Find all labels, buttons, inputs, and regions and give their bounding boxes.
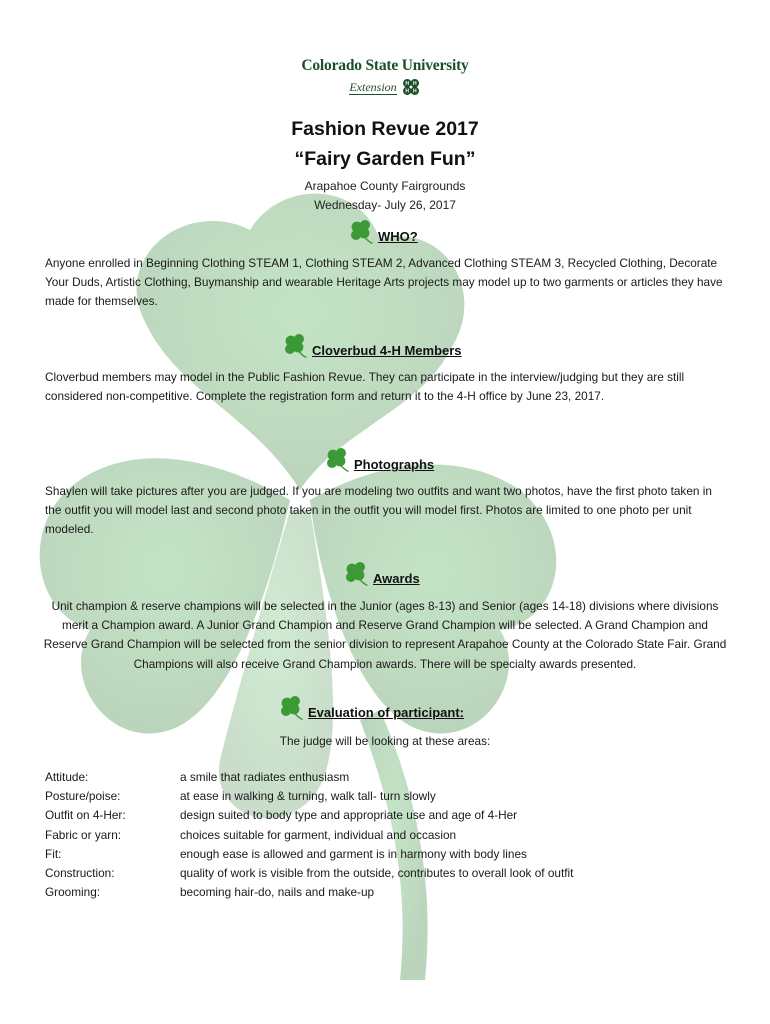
section-heading: Cloverbud 4-H Members	[312, 343, 462, 358]
four-leaf-clover-icon	[278, 694, 306, 722]
evaluation-heading	[278, 694, 464, 722]
extension-label: Extension	[349, 79, 397, 94]
criteria-row	[45, 768, 725, 787]
section-heading: WHO?	[378, 229, 418, 244]
four-leaf-clover-icon	[348, 218, 376, 246]
four-h-clover-logo-icon	[401, 77, 421, 97]
csu-extension-logo	[285, 56, 485, 106]
svg-text:H: H	[405, 81, 409, 87]
four-leaf-clover-icon	[282, 332, 310, 360]
university-name: Colorado State University	[301, 57, 469, 74]
criteria-term: Fabric or yarn:	[45, 827, 122, 842]
criteria-row	[45, 787, 725, 806]
four-leaf-clover-icon	[343, 560, 371, 588]
criteria-description: design suited to body type and appropriate use and age of 4-Her	[180, 808, 518, 823]
page-title: Fashion Revue 2017	[291, 118, 479, 140]
cloverbud-heading	[282, 332, 462, 360]
section-heading: Awards	[373, 571, 420, 586]
criteria-description: at ease in walking & turning, walk tall- turn slowly	[180, 789, 436, 804]
section-heading: Evaluation of participant:	[308, 705, 465, 720]
photographs-body: Shaylen will take pictures after you are judged. If you are modeling two outfits and want two photos, have the first photo taken in the outfit you will model last and second photo taken in the outfit you will model first. Photos are limited to one photo per unit modeled.	[45, 484, 712, 537]
criteria-row	[45, 883, 725, 902]
criteria-term: Fit:	[45, 846, 62, 861]
section-heading: Photographs	[354, 457, 435, 472]
svg-text:H: H	[412, 81, 417, 87]
criteria-row	[45, 845, 725, 864]
awards-heading	[343, 560, 420, 588]
who-body: Anyone enrolled in Beginning Clothing STEAM 1, Clothing STEAM 2, Advanced Clothing STEAM 3, Recycled Clothing, Decorate Your Duds, Artistic Clothing, Buymanship and wearable Heritage Arts projects may model up to two garments or articles they have made for themselves.	[45, 256, 723, 309]
svg-text:H: H	[405, 88, 409, 95]
criteria-description: enough ease is allowed and garment is in harmony with body lines	[180, 846, 527, 861]
criteria-row	[45, 826, 725, 845]
criteria-description: becoming hair-do, nails and make-up	[180, 885, 375, 900]
criteria-description: choices suitable for garment, individual and occasion	[180, 827, 457, 842]
criteria-description: quality of work is visible from the outside, contributes to overall look of outfit	[180, 866, 574, 881]
criteria-term: Outfit on 4-Her:	[45, 808, 126, 823]
page-subtitle: “Fairy Garden Fun”	[294, 148, 476, 170]
criteria-term: Attitude:	[45, 770, 89, 784]
evaluation-criteria-list	[45, 768, 725, 902]
criteria-term: Posture/poise:	[45, 789, 121, 804]
criteria-row	[45, 864, 725, 883]
criteria-term: Construction:	[45, 866, 115, 881]
awards-body: Unit champion & reserve champions will be selected in the Junior (ages 8-13) and Senior (ages 14-18) divisions where divisions merit a Champion award. A Junior Grand Champion and Reserve Grand Champion will be selected. A Grand Champion and Reserve Grand Champion will be selected from the senior division to represent Arapahoe County at the Colorado State Fair. Grand Champions will also receive Grand Champion awards. There will be specialty awards presented.	[43, 599, 727, 671]
venue: Arapahoe County Fairgrounds	[304, 179, 466, 193]
evaluation-intro: The judge will be looking at these areas:	[279, 734, 491, 748]
svg-text:H: H	[412, 88, 417, 95]
photographs-heading	[324, 446, 434, 474]
criteria-term: Grooming:	[45, 885, 101, 900]
criteria-row	[45, 806, 725, 825]
criteria-description: a smile that radiates enthusiasm	[180, 770, 350, 784]
who-heading	[348, 218, 418, 246]
event-date: Wednesday- July 26, 2017	[314, 198, 456, 212]
cloverbud-body: Cloverbud members may model in the Public Fashion Revue. They can participate in the interview/judging but they are still considered non-competitive. Complete the registration form and return it to the 4-H office by June 23, 2017.	[45, 370, 685, 404]
four-leaf-clover-icon	[324, 446, 352, 474]
